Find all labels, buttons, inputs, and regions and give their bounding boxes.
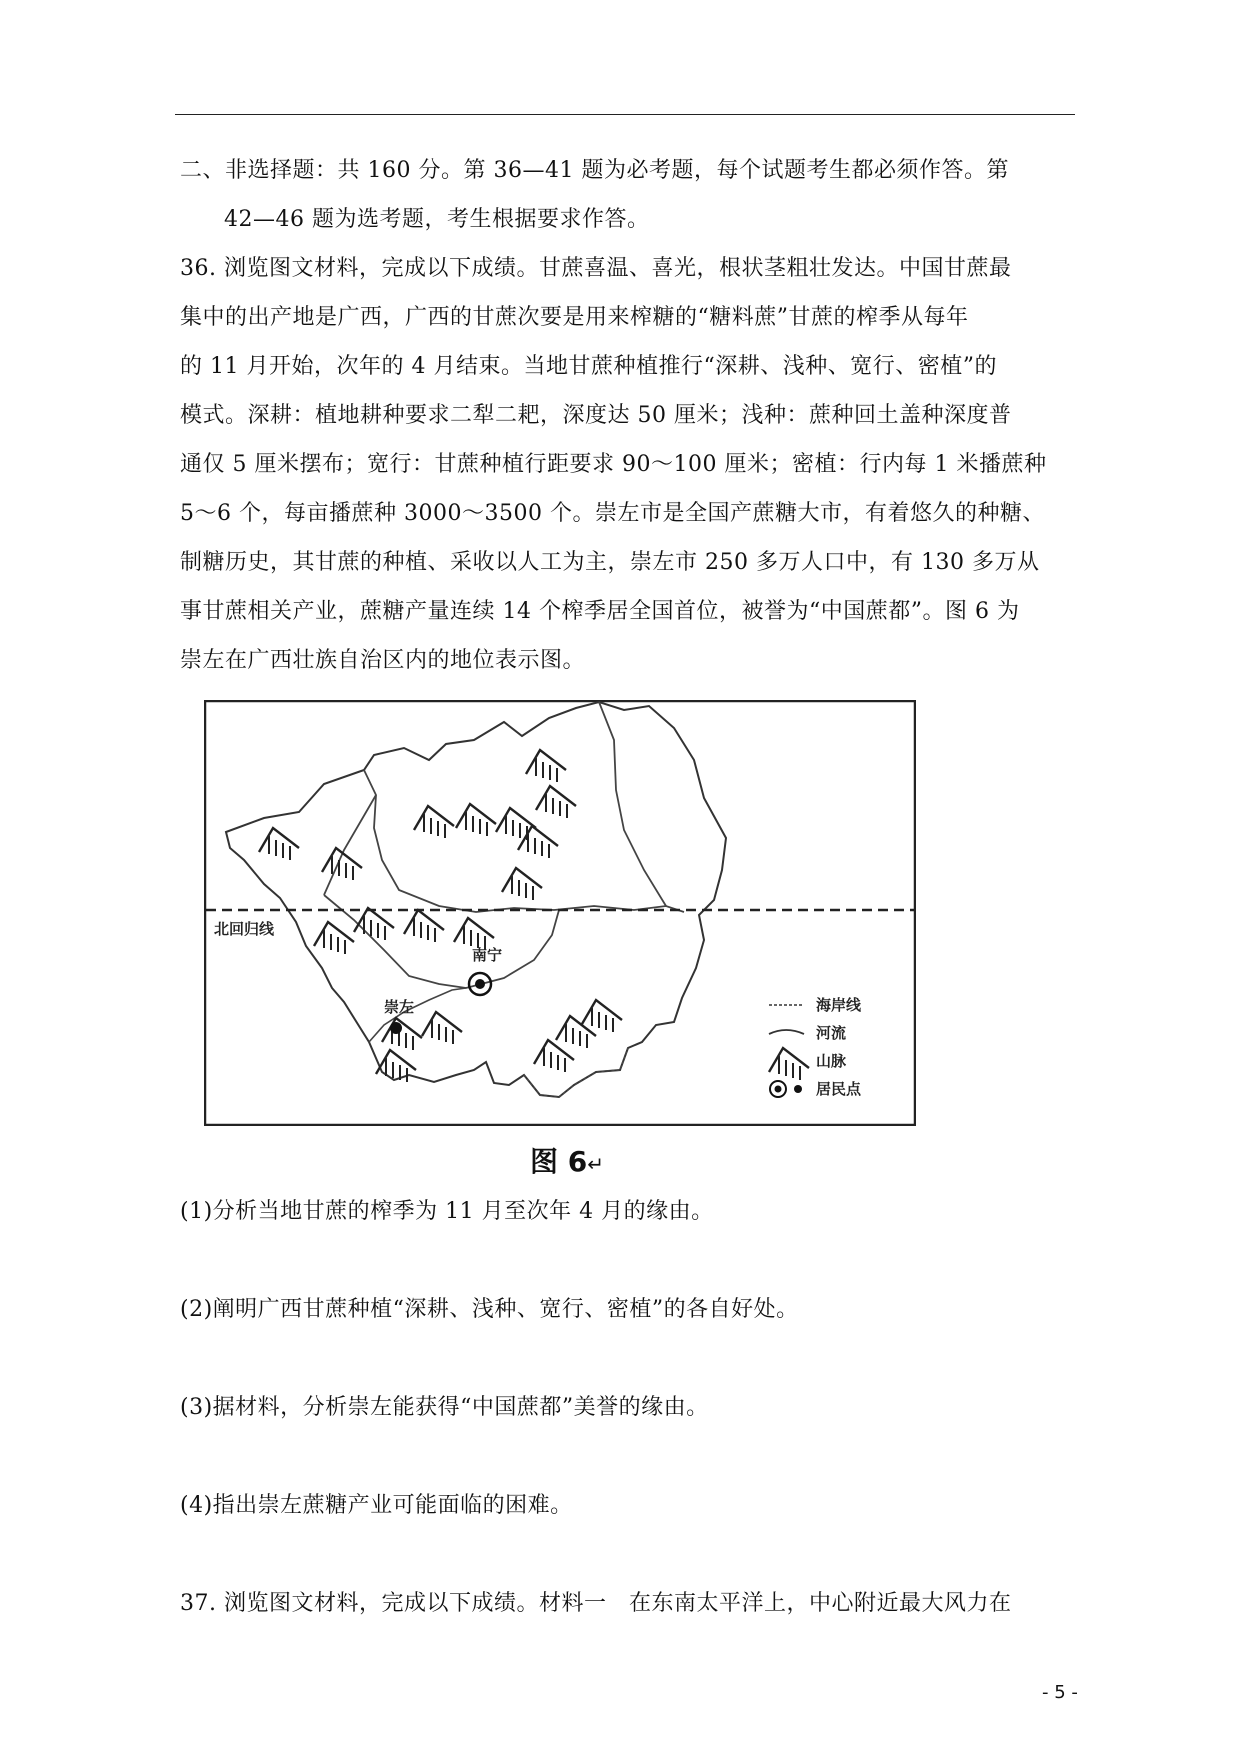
section-header-line-1: 二、非选择题：共 160 分。第 36—41 题为必考题，每个试题考生都必须作答。第 [180,158,1009,183]
city-label-nanning: 南宁 [472,946,503,964]
q37-line: 37. 浏览图文材料，完成以下成绩。材料一 在东南太平洋上，中心附近最大风力在 [180,1591,1012,1616]
return-mark: ↵ [587,1152,604,1176]
sub-question-2: (2)阐明广西甘蔗种植“深耕、浅种、宽行、密植”的各自好处。 [180,1297,799,1322]
figure-caption [530,1140,604,1180]
legend-coastline: 海岸线 [816,996,862,1014]
sub-question-1: (1)分析当地甘蔗的榨季为 11 月至次年 4 月的缘由。 [180,1199,714,1224]
tropic-label: 北回归线 [214,920,275,938]
city-dot-icon [794,1085,802,1093]
guangxi-map-figure [204,700,916,1126]
q36-line: 通仅 5 厘米摆布；宽行：甘蔗种植行距要求 90～100 厘米；密植：行内每 1 米播蔗种 [180,452,1047,477]
sub-question-3: (3)据材料，分析崇左能获得“中国蔗都”美誉的缘由。 [180,1395,709,1420]
legend-mountain: 山脉 [816,1052,847,1070]
q36-line: 崇左在广西壮族自治区内的地位表示图。 [180,648,586,673]
q36-line: 的 11 月开始，次年的 4 月结束。当地甘蔗种植推行“深耕、浅种、宽行、密植”的 [180,354,997,379]
q36-line: 事甘蔗相关产业，蔗糖产量连续 14 个榨季居全国首位，被誉为“中国蔗都”。图 6 为 [180,599,1020,624]
header-rule [175,114,1075,115]
figure-caption-text: 图 6 [530,1145,588,1178]
q36-line: 5～6 个，每亩播蔗种 3000～3500 个。崇左市是全国产蔗糖大市，有着悠久的种糖、 [180,501,1045,526]
q36-line: 集中的出产地是广西，广西的甘蔗次要是用来榨糖的“糖料蔗”甘蔗的榨季从每年 [180,305,969,330]
q36-line: 制糖历史，其甘蔗的种植、采收以人工为主，崇左市 250 多万人口中，有 130 多万从 [180,550,1040,575]
q36-line: 36. 浏览图文材料，完成以下成绩。甘蔗喜温、喜光，根状茎粗壮发达。中国甘蔗最 [180,256,1012,281]
city-label-chongzuo: 崇左 [384,998,415,1016]
sub-question-4: (4)指出崇左蔗糖产业可能面临的困难。 [180,1493,573,1518]
legend-river: 河流 [816,1024,847,1042]
legend-settlement: 居民点 [816,1080,862,1098]
section-header-line-2: 42—46 题为选考题，考生根据要求作答。 [224,207,650,232]
q36-line: 模式。深耕：植地耕种要求二犁二耙，深度达 50 厘米；浅种：蔗种回土盖种深度普 [180,403,1012,428]
page-number: - 5 - [1042,1682,1078,1703]
city-dot-icon [390,1022,402,1034]
